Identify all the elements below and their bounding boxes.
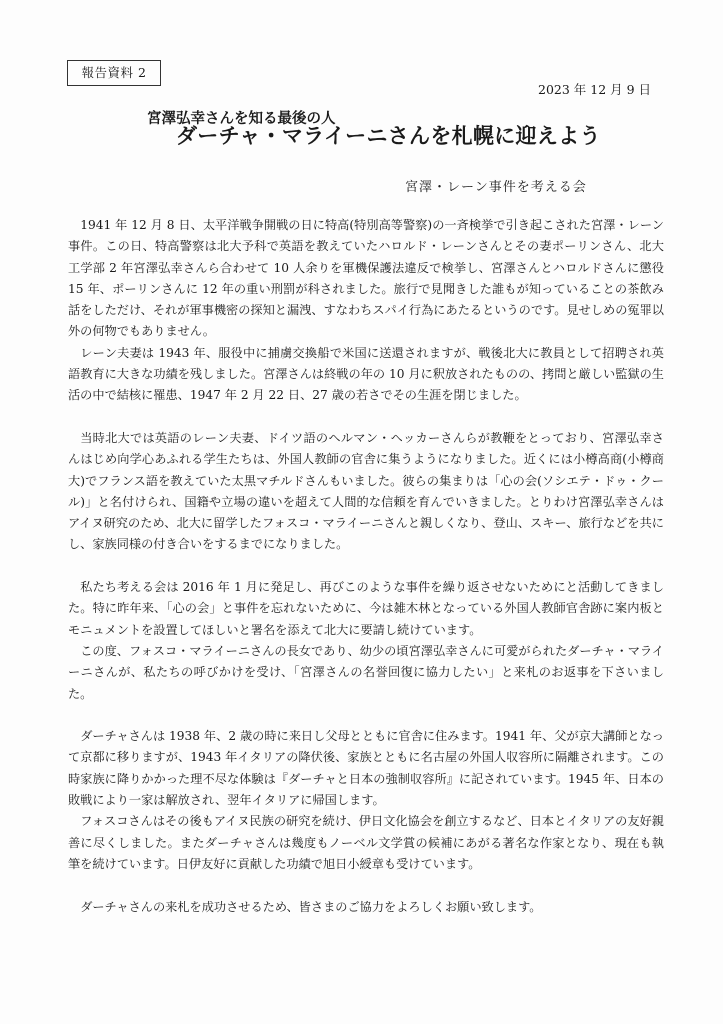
report-material-label: 報告資料 2 — [67, 60, 161, 86]
paragraph-kokoro-no-kai: 当時北大では英語のレーン夫妻、ドイツ語のヘルマン・ヘッカーさんらが教鞭をとっており、宮澤弘幸さんはじめ向学心あふれる学生たちは、外国人教師の官舎に集うようになりました。近くには小樽高商(小樽商大)でフランス語を教えていた太黒マチルドさんもいました。彼らの集まりは「心の会(ソシエテ・ドゥ・クール)」と名付けられ、国籍や立場の違いを超えて人間的な信頼を育んでいきました。とりわけ宮澤弘幸さんはアイヌ研究のため、北大に留学したフォスコ・マライーニさんと親しくなり、登山、スキー、旅行などを共にし、家族同様の付き合いをするまでになりました。 — [68, 430, 664, 552]
paragraph-fosco: フォスコさんはその後もアイヌ民族の研究を続け、伊日文化協会を創立するなど、日本とイタリアの友好親善に尽くしました。またダーチャさんは幾度もノーベル文学賞の候補にあがる著名な作家となり、現在も執筆を続けています。日伊友好に貢献した功績で旭日小綬章も受けています。 — [68, 814, 664, 871]
document-date: 2023 年 12 月 9 日 — [538, 82, 652, 97]
document-title: ダーチャ・マライーニさんを札幌に迎えよう — [176, 123, 601, 148]
paragraph-dacia-reply: この度、フォスコ・マライーニさんの長女であり、幼少の頃宮澤弘幸さんに可愛がられたダーチャ・マライーニさんが、私たちの呼びかけを受け、「宮澤さんの名誉回復に協力したい」と来札のお返事を下さいました。 — [68, 643, 664, 701]
document-body — [68, 215, 664, 918]
paragraph-incident: 1941 年 12 月 8 日、太平洋戦争開戦の日に特高(特別高等警察)の一斉検挙で引き起こされた宮澤・レーン事件。この日、特高警察は北大予科で英語を教えていたハロルド・レーンさんとその妻ポーリンさん、北大工学部 2 年宮澤弘幸さんら合わせて 10 人余りを軍機保護法違反で検挙し、宮澤さんとハロルドさんに懲役 15 年、ポーリンさんに 12 年の重い刑罰が科されました。旅行で見聞きした誰もが知っていることの茶飲み話をしただけ、それが軍事機密の探知と漏洩、すなわちスパイ行為にあたるというのです。見せしめの冤罪以外の何物でもありません。 — [68, 218, 664, 339]
organization-name: 宮澤・レーン事件を考える会 — [405, 180, 587, 195]
document-subtitle: 宮澤弘幸さんを知る最後の人 — [147, 110, 336, 127]
paragraph-closing: ダーチャさんの来札を成功させるため、皆さまのご協力をよろしくお願い致します。 — [80, 899, 542, 914]
paragraph-lane-couple: レーン夫妻は 1943 年、服役中に捕虜交換船で米国に送還されますが、戦後北大に教員として招聘され英語教育に大きな功績を残しました。宮澤さんは終戦の年の 10 月に釈放されたものの、拷問と厳しい監獄の生活の中で結核に罹患、1947 年 2 月 22 日、27 歳の若さでその生涯を閉じました。 — [68, 345, 664, 403]
paragraph-association: 私たち考える会は 2016 年 1 月に発足し、再びこのような事件を繰り返させないためにと活動してきました。特に昨年来、「心の会」と事件を忘れないために、今は雑木林となっている外国人教師官舎跡に案内板とモニュメントを設置してほしいと署名を添えて北大に要請し続けています。 — [68, 580, 664, 637]
paragraph-dacia-history: ダーチャさんは 1938 年、2 歳の時に来日し父母とともに官舎に住みます。1941 年、父が京大講師となって京都に移りますが、1943 年イタリアの降伏後、家族とともに名古屋の外国人収容所に隔離されます。この時家族に降りかかった理不尽な体験は『ダーチャと日本の強制収容所』に記されています。1945 年、日本の敗戦により一家は解放され、翌年イタリアに帰国します。 — [68, 729, 664, 808]
